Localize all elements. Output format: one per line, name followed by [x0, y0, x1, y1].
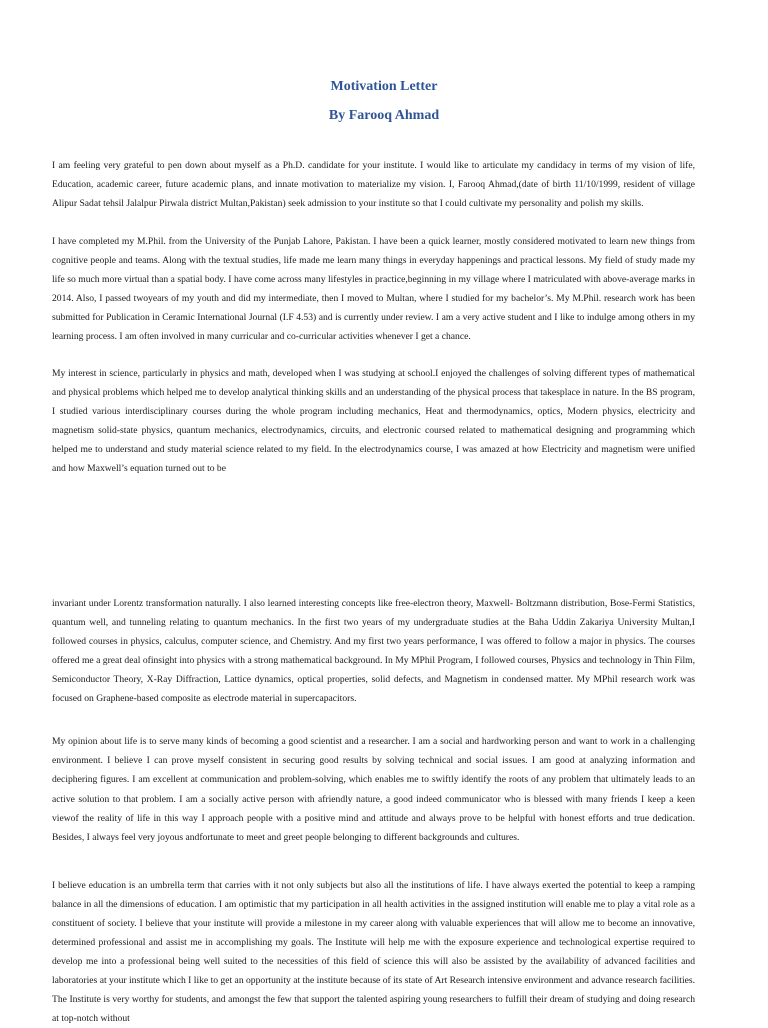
paragraph-personality: My opinion about life is to serve many kinds of becoming a good scientist and a researcher. I am a social and hardworking person and want to work in a challenging environment. I believe I can prove myself consistent in securing good results by solving technical and social issues. I am good at analyzing information and deciphering figures. I am excellent at communication and problem-solving, which enables me to swiftly identify the roots of any problem that ultimately leads to an active solution to that problem. I am a socially active person with afriendly nature, a good indeed communicator who is blessed with many friends I keep a keen viewof the reality of life in this way I approach people with a positive mind and attitude and always prove to be helpful with honest efforts and true dedication. Besides, I always feel very joyous andfortunate to meet and greet people belonging to different backgrounds and cultures.	[52, 736, 695, 844]
author-line: By Farooq Ahmad	[328, 108, 440, 123]
paragraph-science-interest: My interest in science, particularly in physics and math, developed when I was studying at school.I enjoyed the challenges of solving different types of mathematical and physical problems which helped me to develop analytical thinking skills and an understanding of the physical process that takesplace in nature. In the BS program, I studied various interdisciplinary courses during the whole program including mechanics, Heat and thermodynamics, optics, Modern physics, electricity and magnetism solid-state physics, quantum mechanics, electrodynamics, circuits, and electronic coursed related to mathematical designing and programming which helped me to understand and study material science related to my field. In the electrodynamics course, I was amazed at how Electricity and magnetism were unified and how Maxwell’s equation turned out to be	[52, 368, 695, 474]
paragraph-intro: I am feeling very grateful to pen down about myself as a Ph.D. candidate for your institute. I would like to articulate my candidacy in terms of my vision of life, Education, academic career, future academic plans, and innate motivation to materialize my vision. I, Farooq Ahmad,(date of birth 11/10/1999, resident of village Alipur Sadat tehsil Jalalpur Pirwala district Multan,Pakistan) seek admission to your institute so that I could cultivate my personality and polish my skills.	[52, 160, 695, 209]
paragraph-education: I have completed my M.Phil. from the University of the Punjab Lahore, Pakistan. I have been a quick learner, mostly considered motivated to learn new things from cognitive people and teams. Along with the textual studies, life made me learn many things in everyday happenings and practical lessons. My field of study made my life so much more virtual than a spatial body. I have come across many lifestyles in practice,beginning in my village where I matriculated with above-average marks in 2014. Also, I passed twoyears of my youth and did my intermediate, then I moved to Multan, where I studied for my bachelor’s. My M.Phil. research work has been submitted for Publication in Ceramic International Journal (I.F 4.53) and is currently under review. I am a very active student and I like to indulge among others in my learning process. I am often involved in many curricular and co-curricular activities whenever I get a chance.	[52, 236, 695, 342]
paragraph-coursework: invariant under Lorentz transformation naturally. I also learned interesting concepts like free-electron theory, Maxwell- Boltzmann distribution, Bose-Fermi Statistics, quantum well, and tunneling relating to quantum mechanics. In the first two years of my undergraduate studies at the Baha Uddin Zakariya University Multan,I followed courses in physics, calculus, computer science, and Chemistry. And my first two years performance, I was offered to follow a major in physics. The courses offered me a great deal ofinsight into physics with a strong mathematical background. In My MPhil Program, I followed courses, Physics and technology in Thin Film, Semiconductor Theory, X-Ray Diffraction, Lattice dynamics, optical properties, solid defects, and Magnetism in condensed matter. My MPhil research work was focused on Graphene-based composite as electrode material in supercapacitors.	[52, 598, 695, 704]
paragraph-institute: I believe education is an umbrella term that carries with it not only subjects but also all the institutions of life. I have always exerted the potential to keep a ramping balance in all the dimensions of education. I am optimistic that my participation in all health activities in the assigned institution will enable me to play a vital role as a constituent of society. I believe that your institute will provide a milestone in my career along with valuable experiences that will allow me to become an innovative, determined professional and assist me in accomplishing my goals. The Institute will help me with the exposure experience and technological expertise required to develop me into a professional being well suited to the necessities of this field of science this will also be assisted by the availability of advanced facilities and laboratories at your institute which I like to get an opportunity at the institute because of its state of Art Research intensive environment and advance research facilities. The Institute is very worthy for students, and amongst the few that support the talented aspiring young researchers to fulfill their dream of studying and doing research at top-notch without	[52, 880, 695, 1024]
document-title: Motivation Letter	[330, 79, 438, 94]
